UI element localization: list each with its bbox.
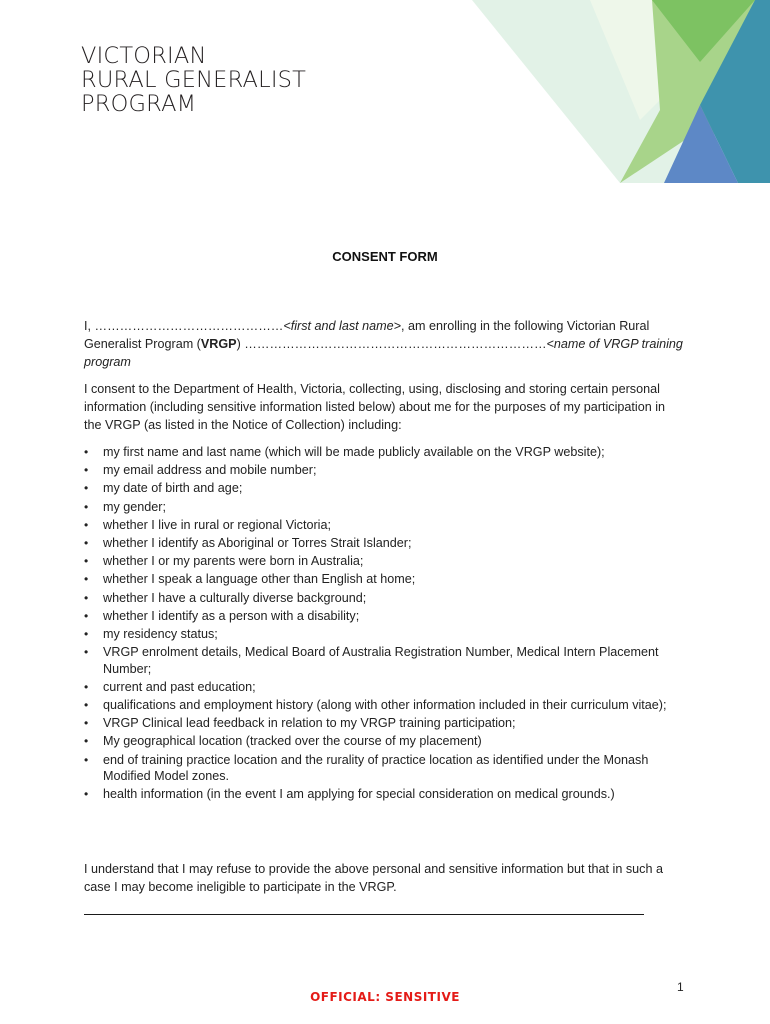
list-item: [84, 499, 684, 516]
bullet-icon: •: [84, 445, 89, 459]
deco-teal-shape: [700, 0, 770, 183]
bullet-icon: •: [84, 752, 89, 767]
list-item-text: whether I or my parents were born in Australia;: [103, 554, 364, 569]
list-item-text: qualifications and employment history (along with other information included in their curriculum vitae);: [103, 697, 667, 712]
consent-statement: I consent to the Department of Health, Victoria, collecting, using, disclosing and storing certain personal information (including sensitive information listed below) about me for the purposes of my participation in the VRGP (as listed in the Notice of Collection) including:: [84, 382, 666, 432]
enrolment-text: , am enrolling in the following Victorian Rural Generalist Program (: [84, 319, 650, 351]
bullet-icon: •: [84, 679, 89, 694]
bullet-icon: •: [84, 572, 89, 587]
bullet-icon: •: [84, 734, 89, 749]
security-classification: OFFICIAL: SENSITIVE: [310, 990, 460, 1004]
list-item-text: whether I speak a language other than English at home;: [103, 572, 416, 587]
program-hint: <name of VRGP training program: [84, 337, 683, 369]
list-item-text: VRGP Clinical lead feedback in relation to my VRGP training participation;: [103, 716, 516, 731]
list-item: [84, 697, 684, 714]
bullet-icon: •: [84, 554, 89, 569]
program-logo: [81, 44, 306, 116]
enrolment-statement: [84, 317, 684, 371]
bullet-icon: •: [84, 517, 89, 532]
list-item: [84, 480, 684, 497]
bullet-icon: •: [84, 697, 89, 712]
list-item-text: whether I live in rural or regional Victoria;: [103, 517, 331, 532]
list-item: [84, 553, 684, 570]
bullet-icon: •: [84, 626, 89, 641]
bullet-icon: •: [84, 463, 89, 478]
name-hint: <first and last name>: [283, 319, 402, 333]
bullet-icon: •: [84, 608, 89, 623]
list-item-text: my first name and last name (which will be made publicly available on the VRGP website);: [103, 445, 605, 459]
page-number: 1: [677, 980, 684, 994]
logo-line: RURAL GENERALIST: [81, 67, 307, 93]
list-item: [84, 590, 684, 607]
document-title: CONSENT FORM: [332, 249, 438, 264]
bullet-icon: •: [84, 645, 89, 660]
list-item-text: VRGP enrolment details, Medical Board of Australia Registration Number, Medical Intern Placement Number;: [103, 645, 659, 676]
list-item: [84, 733, 684, 750]
list-item-text: my gender;: [103, 499, 166, 514]
list-item-text: whether I identify as Aboriginal or Torres Strait Islander;: [103, 535, 412, 550]
list-item-text: current and past education;: [103, 679, 256, 694]
signature-line[interactable]: [84, 914, 644, 915]
deco-light-green-shape: [620, 0, 770, 183]
bullet-icon: •: [84, 787, 89, 802]
list-item: [84, 517, 684, 534]
list-item: [84, 462, 684, 479]
list-item-text: my email address and mobile number;: [103, 463, 317, 478]
logo-line: PROGRAM: [81, 91, 197, 117]
vrgp-acronym: VRGP: [200, 337, 237, 351]
information-list: [84, 444, 684, 804]
list-item: [84, 626, 684, 643]
bullet-icon: •: [84, 481, 89, 496]
list-item: [84, 679, 684, 696]
list-item: [84, 715, 684, 732]
refusal-statement: I understand that I may refuse to provide the above personal and sensitive information but that in such a case I may become ineligible to participate in the VRGP.: [84, 862, 663, 894]
logo-line: VICTORIAN: [81, 43, 207, 69]
list-item: [84, 608, 684, 625]
list-item-text: my date of birth and age;: [103, 481, 243, 496]
list-item-text: whether I identify as a person with a disability;: [103, 608, 360, 623]
bullet-icon: •: [84, 716, 89, 731]
list-item-text: whether I have a culturally diverse background;: [103, 590, 367, 605]
list-item: [84, 444, 684, 461]
list-item-text: my residency status;: [103, 626, 218, 641]
bullet-icon: •: [84, 590, 89, 605]
list-item: [84, 571, 684, 588]
bullet-icon: •: [84, 535, 89, 550]
list-item-text: My geographical location (tracked over the course of my placement): [103, 734, 482, 749]
list-item: [84, 644, 684, 677]
list-item: [84, 535, 684, 552]
list-item-text: end of training practice location and the rurality of practice location as identified under the Monash Modified Model zones.: [103, 752, 649, 783]
list-item: [84, 752, 684, 785]
deco-blue-shape: [664, 105, 738, 183]
bullet-icon: •: [84, 499, 89, 514]
deco-pale-mint-shape: [472, 0, 752, 183]
list-item-text: health information (in the event I am applying for special consideration on medical grounds.): [103, 787, 615, 802]
name-blank[interactable]: I, ………………………………………: [84, 319, 284, 333]
list-item: [84, 786, 684, 803]
deco-pale-green-shape: [590, 0, 700, 120]
deco-green-shape: [652, 0, 755, 62]
program-blank[interactable]: ) ………………………………………………………………: [236, 337, 547, 351]
